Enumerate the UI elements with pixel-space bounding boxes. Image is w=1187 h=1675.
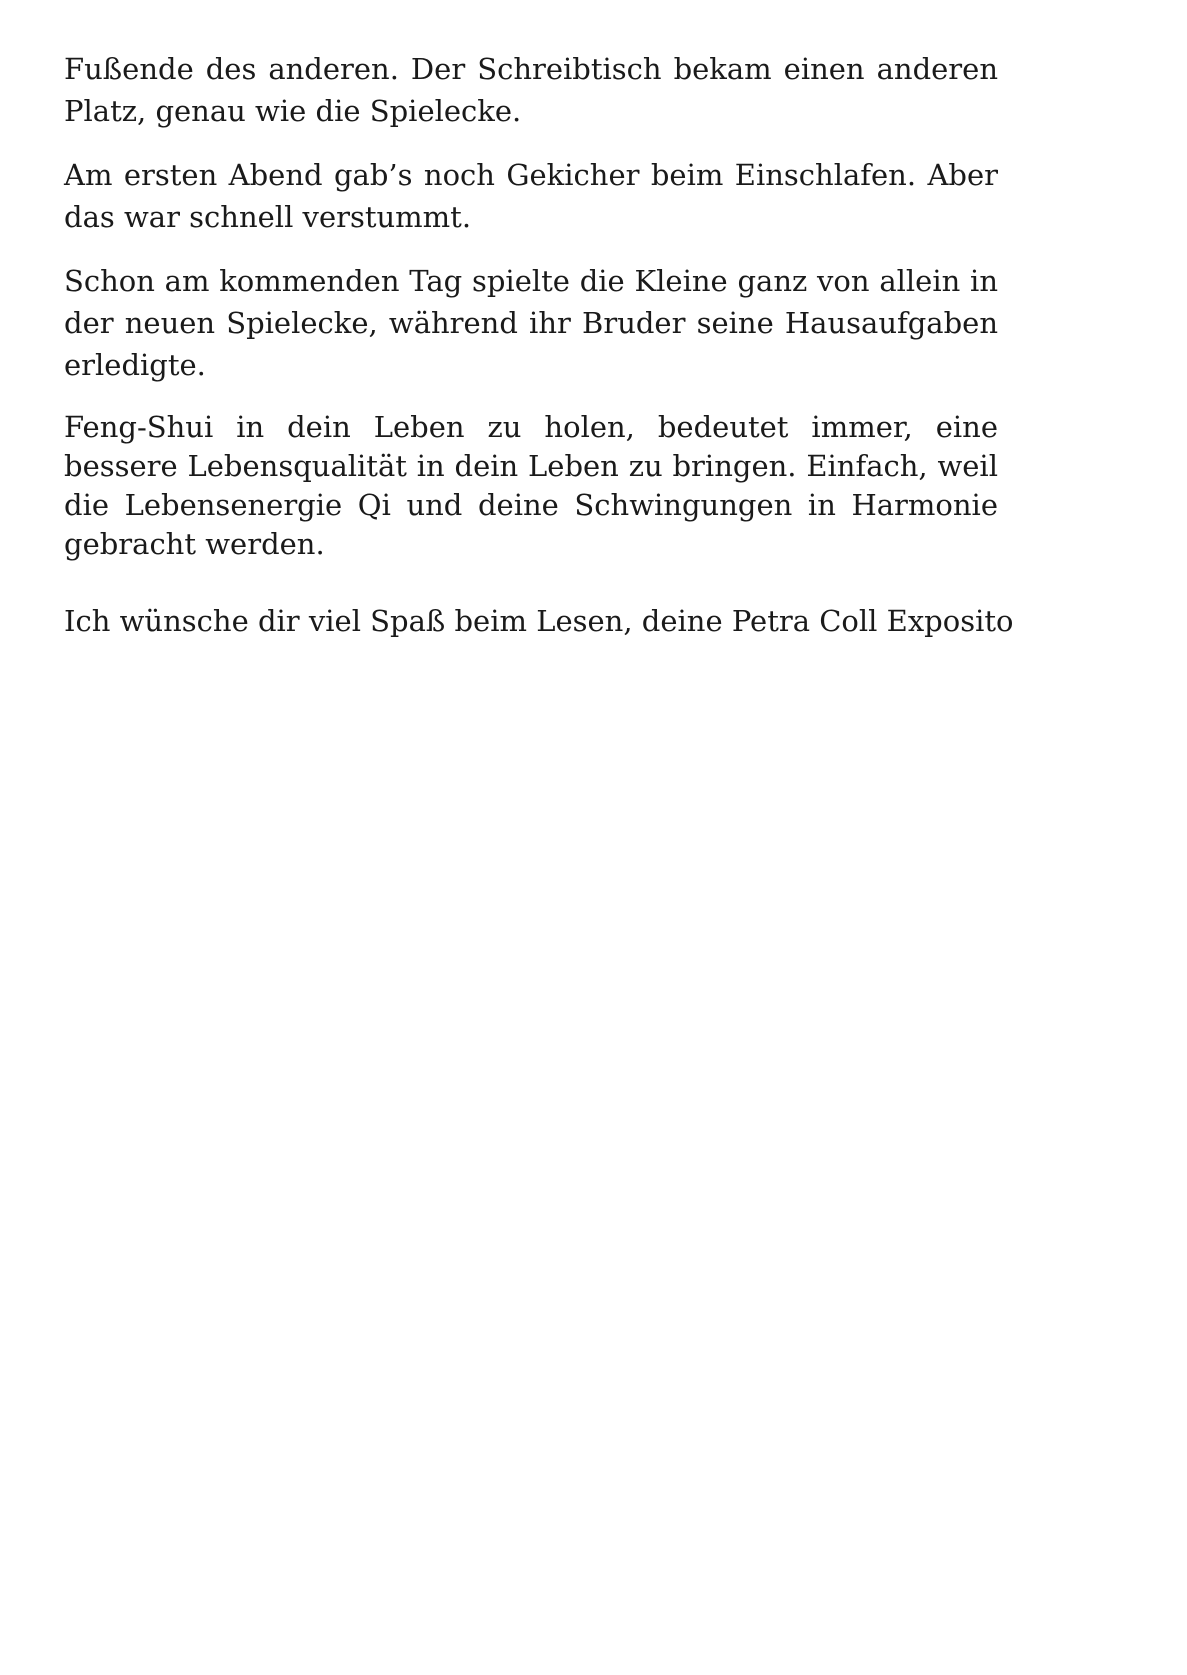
- paragraph-3: Schon am kommenden Tag spielte die Kleine ganz von allein in der neuen Spielecke, während ihr Bruder seine Hausaufgaben erledigte.: [64, 264, 998, 382]
- signoff-line: Ich wünsche dir viel Spaß beim Lesen, deine Petra Coll Exposito: [64, 604, 1014, 638]
- paragraph-4: Feng-Shui in dein Leben zu holen, bedeutet immer, eine bessere Lebensqualität in dein Leben zu bringen. Einfach, weil die Lebensenergie Qi und deine Schwingungen in Harmonie gebracht werden.: [64, 410, 998, 561]
- document-body: [64, 48, 1014, 664]
- paragraph-2: Am ersten Abend gab’s noch Gekicher beim Einschlafen. Aber das war schnell verstummt.: [64, 158, 998, 234]
- paragraph-1: Fußende des anderen. Der Schreibtisch bekam einen anderen Platz, genau wie die Spielecke.: [64, 52, 998, 128]
